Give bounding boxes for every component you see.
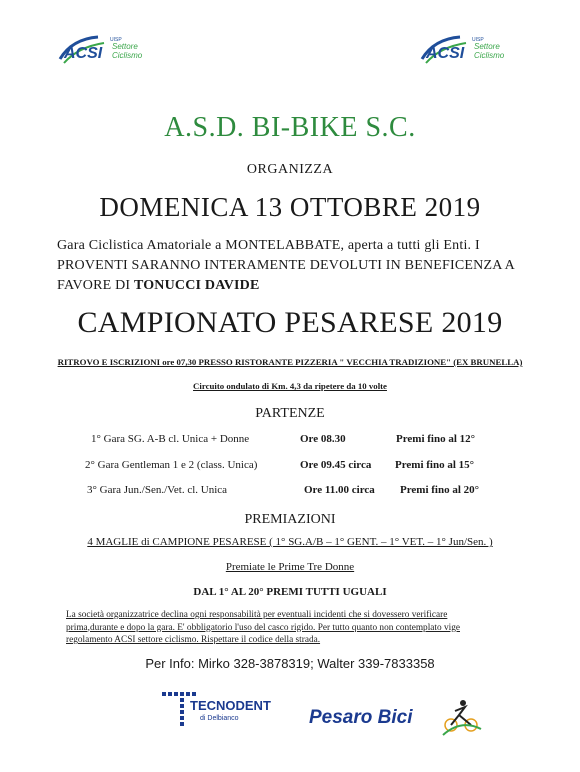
race-3-time: Ore 11.00 circa bbox=[304, 484, 375, 496]
tecnodent-name: TECNODENT bbox=[190, 698, 271, 713]
event-date: DOMENICA 13 OTTOBRE 2019 bbox=[99, 192, 481, 222]
contact-info: Per Info: Mirko 328-3878319; Walter 339-7833358 bbox=[145, 656, 435, 671]
race-1-category: 1° Gara SG. A-B cl. Unica + Donne bbox=[91, 433, 250, 445]
maglie-info: 4 MAGLIE di CAMPIONE PESARESE ( 1° SG.A/B – 1° GENT. – 1° VET. – 1° Jun/Sen. ) bbox=[87, 536, 493, 548]
tecnodent-sub: di Delbianco bbox=[200, 715, 239, 722]
acsi-logo-sub1: Settore bbox=[112, 42, 138, 51]
acsi-logo-top: UISP bbox=[472, 37, 484, 43]
cyclist-icon bbox=[443, 700, 481, 735]
page-title: A.S.D. BI-BIKE S.C. bbox=[164, 112, 416, 143]
pesaro-bici-name: Pesaro Bici bbox=[309, 707, 413, 728]
premi-uguali: DAL 1° AL 20° PREMI TUTTI UGUALI bbox=[193, 586, 387, 598]
circuit-info: Circuito ondulato di Km. 4,3 da ripetere da 10 volte bbox=[193, 381, 387, 391]
disclaimer-line-2: prima,durante e dopo la gara. E' obbligatorio l'uso del casco rigido. Per tutto quanto non contemplato vige bbox=[66, 622, 460, 633]
intro-line-1: Gara Ciclistica Amatoriale a MONTELABBATE, aperta a tutti gli Enti. I bbox=[57, 238, 480, 253]
acsi-logo-left bbox=[58, 33, 158, 69]
intro-line-3-prefix: FAVORE DI bbox=[57, 278, 134, 293]
acsi-logo-sub2: Ciclismo bbox=[474, 51, 505, 60]
intro-line-3 bbox=[57, 276, 527, 296]
ritrovo-notice: RITROVO E ISCRIZIONI ore 07,30 PRESSO RISTORANTE PIZZERIA " VECCHIA TRADIZIONE" (EX BRUNELLA) bbox=[57, 357, 523, 367]
intro-paragraph bbox=[57, 236, 527, 296]
premiazioni-heading: PREMIAZIONI bbox=[244, 512, 336, 527]
race-2-prizes: Premi fino al 15° bbox=[395, 459, 475, 471]
acsi-logo-sub2: Ciclismo bbox=[112, 51, 143, 60]
premiate-donne: Premiate le Prime Tre Donne bbox=[225, 561, 355, 573]
acsi-logo-sub1: Settore bbox=[474, 42, 500, 51]
acsi-logo-right bbox=[420, 33, 520, 69]
disclaimer-line-1: La società organizzatrice declina ogni responsabilità per eventuali incidenti che si dovessero verificare bbox=[66, 610, 448, 620]
race-1-prizes: Premi fino al 12° bbox=[396, 433, 476, 445]
race-3-prizes: Premi fino al 20° bbox=[400, 484, 480, 496]
tecnodent-logo bbox=[160, 690, 290, 730]
pesaro-bici-logo bbox=[305, 695, 495, 739]
race-2-time: Ore 09.45 circa bbox=[300, 459, 372, 471]
disclaimer bbox=[66, 609, 516, 647]
race-1-time: Ore 08.30 bbox=[300, 433, 346, 445]
acsi-logo-text: ACSI bbox=[64, 45, 103, 62]
partenze-heading: PARTENZE bbox=[255, 406, 325, 421]
acsi-logo-top: UISP bbox=[110, 37, 122, 43]
organizza-label: ORGANIZZA bbox=[246, 162, 334, 177]
intro-line-2: PROVENTI SARANNO INTERAMENTE DEVOLUTI IN BENEFICENZA A bbox=[57, 258, 515, 273]
race-3-category: 3° Gara Jun./Sen./Vet. cl. Unica bbox=[87, 484, 228, 496]
championship-title: CAMPIONATO PESARESE 2019 bbox=[77, 306, 503, 339]
race-2-category: 2° Gara Gentleman 1 e 2 (class. Unica) bbox=[85, 459, 258, 471]
disclaimer-line-3: regolamento ACSI settore ciclismo. Rispettare il codice della strada. bbox=[66, 635, 321, 645]
beneficiary-name: TONUCCI DAVIDE bbox=[133, 278, 260, 293]
acsi-logo-text: ACSI bbox=[426, 45, 465, 62]
